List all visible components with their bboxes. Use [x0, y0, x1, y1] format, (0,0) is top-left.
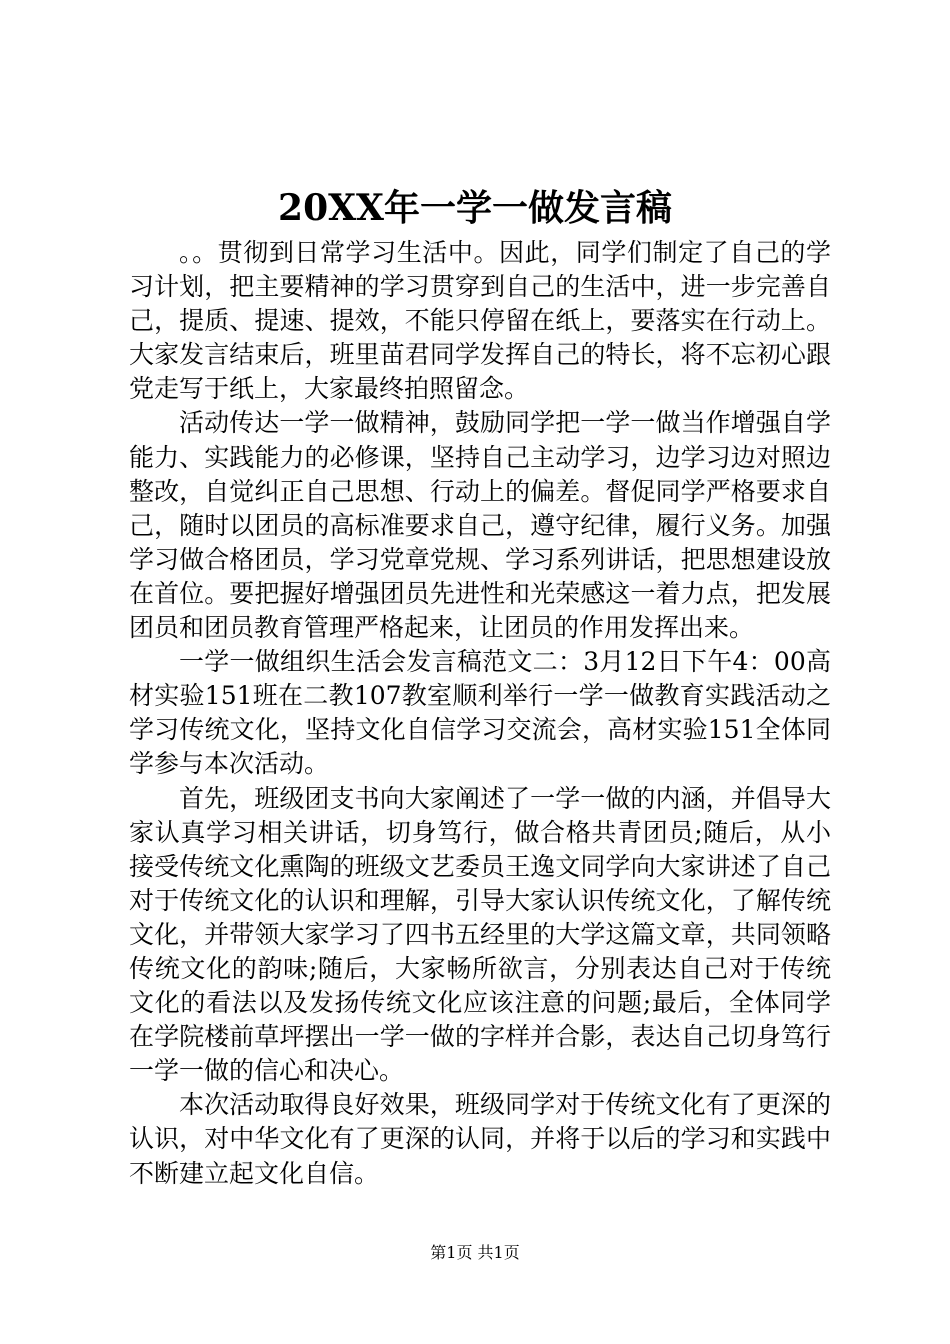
- paragraph-5: 本次活动取得良好效果，班级同学对于传统文化有了更深的认识，对中华文化有了更深的认同，并将于以后的学习和实践中不断建立起文化自信。: [129, 1090, 831, 1188]
- paragraph-1: 。。贯彻到日常学习生活中。因此，同学们制定了自己的学习计划，把主要精神的学习贯穿到自己的生活中，进一步完善自己，提质、提速、提效，不能只停留在纸上，要落实在行动上。大家发言结束后，班里苗君同学发挥自己的特长，将不忘初心跟党走写于纸上，大家最终拍照留念。: [129, 238, 831, 404]
- page-footer: 第1页 共1页: [430, 1243, 520, 1262]
- document-title: 20XX年一学一做发言稿: [278, 187, 672, 229]
- paragraph-2: 活动传达一学一做精神，鼓励同学把一学一做当作增强自学能力、实践能力的必修课，坚持自己主动学习，边学习边对照边整改，自觉纠正自己思想、行动上的偏差。督促同学严格要求自己，随时以团员的高标准要求自己，遵守纪律，履行义务。加强学习做合格团员，学习党章党规、学习系列讲话，把思想建设放在首位。要把握好增强团员先进性和光荣感这一着力点，把发展团员和团员教育管理严格起来，让团员的作用发挥出来。: [129, 408, 831, 643]
- paragraph-4: 首先，班级团支书向大家阐述了一学一做的内涵，并倡导大家认真学习相关讲话，切身笃行，做合格共青团员;随后，从小接受传统文化熏陶的班级文艺委员王逸文同学向大家讲述了自己对于传统文化的认识和理解，引导大家认识传统文化，了解传统文化，并带领大家学习了四书五经里的大学这篇文章，共同领略传统文化的韵味;随后，大家畅所欲言，分别表达自己对于传统文化的看法以及发扬传统文化应该注意的问题;最后，全体同学在学院楼前草坪摆出一学一做的字样并合影，表达自己切身笃行一学一做的信心和决心。: [129, 783, 831, 1086]
- document-body: [129, 236, 831, 1191]
- paragraph-3: 一学一做组织生活会发言稿范文二：3月12日下午4：00高材实验151班在二教107教室顺利举行一学一做教育实践活动之学习传统文化，坚持文化自信学习交流会，高材实验151全体同学参与本次活动。: [129, 647, 831, 779]
